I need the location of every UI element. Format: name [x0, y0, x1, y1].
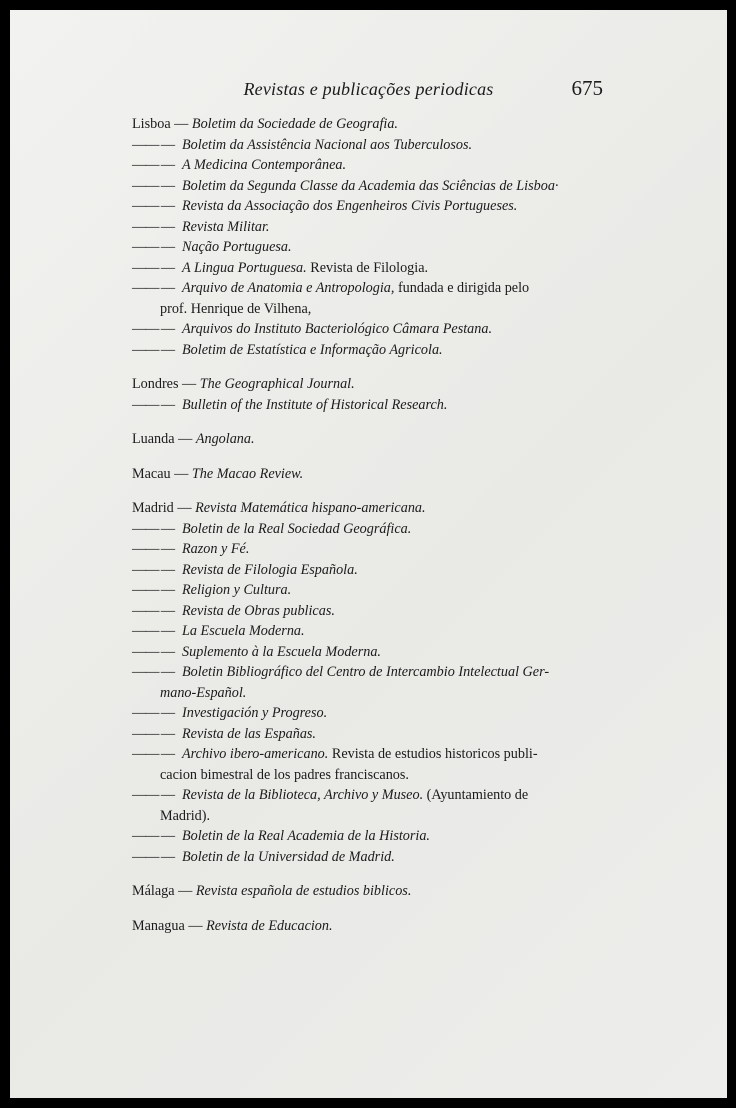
periodical-title: A Medicina Contemporânea. — [182, 157, 347, 173]
city-group — [132, 114, 606, 360]
periodical-title: Boletim da Sociedade de Geografia. — [191, 116, 398, 132]
periodical-entry — [132, 464, 606, 485]
periodical-title: Revista de Filologia Española. — [182, 561, 358, 578]
periodical-note: Revista de Filologia. — [306, 259, 429, 276]
city-group — [132, 429, 606, 450]
ditto-dash: —— — — [132, 541, 175, 557]
periodical-entry — [132, 340, 606, 361]
periodical-entry — [132, 560, 606, 581]
running-title: Revistas e publicações periodicas — [243, 79, 494, 99]
ditto-dash: —— — — [132, 396, 175, 413]
periodical-title: mano-Español. — [160, 684, 247, 701]
ditto-dash: —— — — [132, 239, 175, 255]
city-name: Málaga — — [132, 883, 196, 899]
periodical-entry — [132, 785, 606, 806]
ditto-dash: —— — — [132, 602, 175, 619]
periodical-entry — [132, 196, 606, 217]
entry-continuation — [132, 299, 606, 320]
periodical-title: Boletim da Segunda Classe da Academia das Sciências de Lisboa· — [182, 177, 559, 194]
periodical-title: Revista de las Españas. — [182, 725, 316, 742]
ditto-dash: —— — — [132, 664, 175, 680]
periodical-entry — [132, 429, 606, 450]
city-name: Londres — — [132, 376, 200, 392]
periodical-entry — [132, 258, 606, 279]
periodical-entry — [132, 662, 606, 683]
periodical-title: Bulletin of the Institute of Historical Research. — [182, 396, 448, 413]
periodical-title: Revista da Associação dos Engenheiros Civis Portugueses. — [182, 198, 518, 214]
entry-continuation — [132, 765, 606, 786]
city-name: Lisboa — — [132, 116, 192, 132]
city-name: Macau — — [132, 465, 192, 482]
ditto-dash: —— — — [132, 259, 175, 276]
page-number: 675 — [571, 76, 603, 100]
periodical-note: prof. Henrique de Vilhena, — [160, 300, 312, 317]
periodical-title: The Geographical Journal. — [199, 376, 355, 392]
city-name: Madrid — — [132, 500, 196, 516]
periodical-title: Suplemento à la Escuela Moderna. — [182, 643, 381, 660]
periodical-title: Revista española de estudios biblicos. — [195, 883, 412, 899]
periodicals-list — [132, 114, 606, 950]
periodical-entry — [132, 114, 606, 135]
periodical-entry — [132, 847, 606, 868]
periodical-entry — [132, 395, 606, 416]
ditto-dash: —— — — [132, 321, 175, 337]
city-group — [132, 881, 606, 902]
periodical-entry — [132, 642, 606, 663]
ditto-dash: —— — — [132, 746, 175, 762]
ditto-dash: —— — — [132, 520, 175, 537]
periodical-title: The Macao Review. — [191, 465, 304, 482]
periodical-title: La Escuela Moderna. — [182, 623, 305, 639]
periodical-entry — [132, 519, 606, 540]
ditto-dash: —— — — [132, 643, 175, 660]
periodical-entry — [132, 916, 606, 937]
periodical-title: Angolana. — [195, 431, 255, 447]
periodical-note: Madrid). — [160, 807, 211, 824]
periodical-title: Archivo ibero-americano. — [182, 746, 329, 762]
periodical-entry — [132, 539, 606, 560]
periodical-title: Arquivos do Instituto Bacteriológico Câmara Pestana. — [182, 321, 492, 337]
periodical-title: Boletin de la Real Sociedad Geográfica. — [182, 520, 412, 537]
ditto-dash: —— — — [132, 787, 175, 803]
periodical-note: Revista de estudios historicos publi- — [328, 746, 538, 762]
periodical-entry — [132, 724, 606, 745]
periodical-entry — [132, 237, 606, 258]
ditto-dash: —— — — [132, 561, 175, 578]
ditto-dash: —— — — [132, 177, 175, 194]
periodical-title: Investigación y Progreso. — [182, 705, 328, 721]
periodical-title: Boletin Bibliográfico del Centro de Intercambio Intelectual Ger- — [182, 664, 550, 680]
periodical-title: Razon y Fé. — [182, 541, 250, 557]
entry-continuation — [132, 683, 606, 704]
periodical-entry — [132, 278, 606, 299]
city-name: Managua — — [132, 917, 207, 934]
document-page — [10, 10, 727, 1098]
periodical-title: Revista de la Biblioteca, Archivo y Museo. — [182, 787, 424, 803]
periodical-entry — [132, 176, 606, 197]
periodical-entry — [132, 580, 606, 601]
ditto-dash: —— — — [132, 705, 175, 721]
periodical-entry — [132, 155, 606, 176]
periodical-entry — [132, 703, 606, 724]
periodical-entry — [132, 319, 606, 340]
periodical-entry — [132, 881, 606, 902]
ditto-dash: —— — — [132, 280, 175, 296]
page-header — [10, 76, 727, 106]
periodical-title: Boletin de la Universidad de Madrid. — [182, 848, 395, 865]
periodical-title: Revista Matemática hispano-americana. — [195, 500, 426, 516]
periodical-title: A Lingua Portuguesa. — [182, 259, 307, 276]
periodical-entry — [132, 217, 606, 238]
periodical-entry — [132, 744, 606, 765]
periodical-note: fundada e dirigida pelo — [394, 280, 530, 296]
entry-continuation — [132, 806, 606, 827]
ditto-dash: —— — — [132, 198, 175, 214]
ditto-dash: —— — — [132, 157, 175, 173]
ditto-dash: —— — — [132, 582, 175, 598]
periodical-title: Nação Portuguesa. — [182, 239, 292, 255]
ditto-dash: —— — — [132, 136, 175, 153]
city-group — [132, 916, 606, 937]
periodical-note: cacion bimestral de los padres franciscanos. — [160, 766, 409, 783]
periodical-entry — [132, 498, 606, 519]
city-name: Luanda — — [132, 431, 196, 447]
ditto-dash: —— — — [132, 218, 175, 235]
city-group — [132, 498, 606, 867]
periodical-entry — [132, 374, 606, 395]
periodical-title: Revista Militar. — [182, 218, 270, 235]
periodical-entry — [132, 826, 606, 847]
periodical-entry — [132, 621, 606, 642]
city-group — [132, 464, 606, 485]
periodical-title: Revista de Obras publicas. — [182, 602, 335, 619]
ditto-dash: —— — — [132, 725, 175, 742]
periodical-title: Boletim da Assistência Nacional aos Tuberculosos. — [182, 136, 473, 153]
periodical-title: Arquivo de Anatomia e Antropologia, — [182, 280, 395, 296]
periodical-entry — [132, 601, 606, 622]
periodical-title: Boletim de Estatística e Informação Agricola. — [182, 341, 443, 358]
ditto-dash: —— — — [132, 623, 175, 639]
periodical-title: Boletin de la Real Academia de la Historia. — [182, 828, 430, 844]
city-group — [132, 374, 606, 415]
ditto-dash: —— — — [132, 828, 175, 844]
periodical-title: Religion y Cultura. — [182, 582, 292, 598]
periodical-entry — [132, 135, 606, 156]
ditto-dash: —— — — [132, 848, 175, 865]
ditto-dash: —— — — [132, 341, 175, 358]
periodical-note: (Ayuntamiento de — [423, 787, 529, 803]
periodical-title: Revista de Educacion. — [206, 917, 333, 934]
